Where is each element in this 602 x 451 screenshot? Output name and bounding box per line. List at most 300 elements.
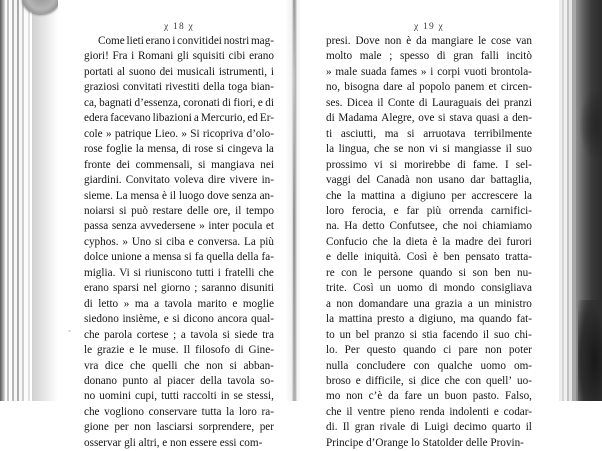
word: si [222, 328, 230, 341]
text-line [84, 173, 274, 188]
word: si [408, 374, 417, 387]
word: filosofo [195, 344, 230, 357]
word: al [117, 65, 126, 78]
word: rivestiti [165, 81, 200, 94]
word: la [226, 405, 235, 418]
word: I [505, 158, 509, 171]
word: mangiava [211, 158, 255, 171]
word: vogliono [104, 405, 144, 418]
word: a [400, 189, 406, 202]
word: per [114, 421, 129, 434]
word: quelli [152, 359, 178, 372]
word: che [84, 405, 100, 418]
word: vivere [229, 174, 258, 187]
text-line [326, 405, 532, 420]
word: cupi, [134, 390, 158, 403]
binding-page-edges [5, 0, 33, 401]
word: dove [207, 189, 229, 202]
word: che [326, 405, 342, 418]
word: indolenti [449, 405, 490, 418]
word: convitati [122, 81, 163, 94]
word: abban- [243, 359, 274, 372]
text-line [84, 127, 274, 142]
word: quarto [491, 421, 521, 434]
word: saranno [201, 282, 237, 295]
word: fame. [472, 158, 499, 171]
word: ventre [357, 405, 386, 418]
word: loro [238, 405, 257, 418]
word: iniquità. [364, 251, 402, 264]
word: Er- [259, 112, 274, 125]
word: usano [438, 174, 465, 187]
word: nel [143, 282, 157, 295]
word: a [409, 313, 415, 326]
word: falli [480, 50, 499, 63]
word: a [144, 251, 150, 264]
word: nostri [223, 35, 250, 47]
word: i [430, 65, 434, 78]
word: ma [134, 297, 149, 310]
word: e [355, 374, 361, 387]
word: Lauraguais [431, 96, 482, 109]
word: circen- [500, 81, 532, 94]
word: na. [326, 220, 340, 233]
word: cyphos. [84, 235, 119, 248]
word: il [169, 189, 176, 202]
word: raccolti [183, 390, 217, 403]
word: punto [122, 374, 148, 387]
word: dei [487, 235, 502, 248]
word: rose [84, 143, 103, 156]
word: il [505, 143, 512, 156]
word: si [458, 266, 467, 279]
word: si [216, 143, 225, 156]
word: muse. [152, 344, 179, 357]
text-line [326, 189, 532, 204]
word: ses. [326, 96, 343, 109]
word: di [410, 421, 420, 434]
word: di [84, 297, 93, 310]
word: ; [389, 50, 393, 63]
word: se [233, 390, 243, 403]
word: suada [361, 65, 387, 78]
word: e [493, 405, 499, 418]
word: unione [111, 251, 142, 264]
word: Dicea [346, 96, 373, 109]
word: portati [84, 65, 114, 78]
word: giardini. [84, 174, 122, 187]
word: si [389, 158, 398, 171]
word: ben [443, 251, 460, 264]
word: di [428, 282, 438, 295]
word: Così [406, 251, 428, 264]
word: un [339, 328, 351, 341]
word: il [346, 405, 353, 418]
word: dicono [183, 313, 214, 326]
word: prossimo [326, 158, 368, 171]
word: quella [206, 251, 234, 264]
word: vuoti [464, 65, 488, 78]
word: vra [84, 359, 99, 372]
word: detto [362, 220, 385, 233]
paper-speck [420, 383, 424, 386]
word: difficile, [365, 374, 404, 387]
word: può [131, 204, 148, 217]
word: Falso, [504, 390, 532, 403]
word: ove [418, 112, 435, 125]
word: fare [404, 390, 422, 403]
text-line [326, 359, 532, 374]
word: miglia. [84, 266, 116, 279]
word: Confutsee, [389, 220, 438, 233]
word: concludere [356, 359, 406, 372]
word: la [523, 189, 532, 202]
word: questo [366, 344, 396, 357]
word: una [413, 297, 430, 310]
word: fat- [516, 313, 532, 326]
word: son [472, 266, 489, 279]
center-gutter-line [293, 0, 295, 401]
word: con [341, 266, 358, 279]
word: d’essenza, [134, 96, 181, 109]
text-line [326, 250, 532, 265]
text-line [326, 127, 532, 142]
text-line [326, 420, 532, 435]
word: stessi, [246, 390, 274, 403]
word: la [135, 143, 144, 156]
word: lasciarsi [156, 421, 194, 434]
word: si [229, 359, 237, 372]
word: d’olo- [246, 127, 274, 140]
text-line [84, 65, 274, 80]
word: con [413, 359, 430, 372]
word: si [119, 204, 127, 217]
word: et [488, 81, 497, 94]
word: si [407, 127, 415, 140]
word: » [326, 65, 332, 78]
word: battaglia, [490, 174, 532, 187]
word: sieme. [84, 189, 113, 202]
word: convitidei [177, 35, 222, 47]
word: insième, [122, 313, 161, 326]
text-line [326, 204, 532, 219]
word: il [377, 96, 384, 109]
word: lingua, [338, 143, 370, 156]
word: Convitato [125, 174, 170, 187]
word: pasto. [472, 390, 500, 403]
word: Per [344, 344, 360, 357]
word: parola [104, 328, 133, 341]
word: morirebbe [404, 158, 451, 171]
word: si [409, 328, 418, 341]
text-line [84, 297, 274, 312]
word: e [232, 297, 238, 310]
word: la [326, 313, 335, 326]
word: consigliava [481, 282, 532, 295]
text-line [326, 297, 532, 312]
word: chi- [514, 328, 532, 341]
word: si [172, 313, 180, 326]
word: fames [390, 65, 418, 78]
word: per [259, 421, 274, 434]
text-line [326, 281, 532, 296]
word: dire [207, 174, 226, 187]
word: tutti [161, 390, 180, 403]
word: bagnati [99, 96, 133, 109]
text-line [84, 49, 274, 64]
word: dolce [84, 251, 109, 264]
word: Così [353, 282, 374, 295]
word: della [236, 251, 259, 264]
word: tempo [245, 204, 274, 217]
word: incitò [506, 50, 532, 63]
word: Madama [338, 112, 378, 125]
word: ; [194, 282, 198, 295]
word: non [346, 390, 363, 403]
word: bel [355, 328, 370, 341]
word: ricopriva [202, 127, 244, 140]
word: conservare [148, 405, 198, 418]
word: è [432, 251, 438, 264]
left-page [58, 0, 290, 449]
word: dice [420, 374, 440, 387]
text-line [84, 111, 274, 126]
word: graziosi [84, 81, 120, 94]
word: Fra [112, 50, 128, 63]
word: da [388, 390, 399, 403]
word: Romani [137, 50, 174, 63]
word: » [420, 65, 427, 78]
word: di [418, 96, 428, 109]
word: » [199, 220, 205, 233]
word: tavola [227, 374, 255, 387]
word: di [182, 143, 191, 156]
word: uomini [99, 390, 131, 403]
text-line [326, 374, 532, 389]
word: un [379, 282, 391, 295]
word: trite. [326, 282, 347, 295]
word: ancora [217, 313, 248, 326]
text-line [84, 343, 274, 358]
word: marito [197, 297, 227, 310]
word: delle [336, 251, 359, 264]
word: stava [449, 112, 473, 125]
text-line [84, 34, 274, 49]
word: molto [326, 50, 353, 63]
word: mo [326, 390, 341, 403]
word: qualche [437, 359, 473, 372]
text-line [84, 359, 274, 374]
word: patrique [114, 127, 152, 140]
word: Alegre, [381, 112, 415, 125]
word: dei [486, 96, 500, 109]
word: persone [378, 266, 413, 279]
word: di [234, 344, 244, 357]
word: non [415, 174, 433, 187]
word: a [467, 297, 473, 310]
text-line [84, 389, 274, 404]
text-line [326, 80, 532, 95]
word: che [184, 359, 200, 372]
word: Uno [131, 235, 152, 248]
word: a [193, 112, 199, 125]
text-line [84, 266, 274, 281]
word: an- [259, 189, 274, 202]
word: cortese [136, 328, 169, 341]
word: orrenda [448, 204, 484, 217]
word: brontola- [490, 65, 532, 78]
word: gli [177, 50, 189, 63]
text-line [326, 266, 532, 281]
word: ma [460, 313, 475, 326]
word: di [457, 158, 466, 171]
word: nei [260, 158, 274, 171]
word: in [220, 390, 230, 403]
text-line [326, 343, 532, 358]
word: a [503, 112, 509, 125]
word: » [181, 127, 187, 140]
word: fa [194, 251, 204, 264]
word: tratta- [505, 251, 532, 264]
word: lieti [126, 35, 144, 47]
word: moglie [242, 297, 274, 310]
word: suono [128, 65, 156, 78]
word: to [326, 328, 335, 341]
word: tra [262, 328, 274, 341]
word: digiuno, [418, 313, 456, 326]
word: ca, [84, 96, 97, 109]
word: libazioni [152, 112, 192, 125]
word: un [427, 390, 439, 403]
word: ferocia, [351, 204, 386, 217]
word: fronte [84, 158, 111, 171]
word: ra- [261, 405, 274, 418]
word: erano [145, 35, 171, 47]
word: cole [84, 127, 103, 140]
word: a [326, 297, 331, 310]
word: voleva [174, 174, 204, 187]
word: mangiare [431, 35, 474, 47]
text-line [84, 250, 274, 265]
word: più [259, 235, 274, 248]
word: in- [261, 174, 274, 187]
word: le [478, 35, 487, 47]
word: uomo [397, 282, 423, 295]
word: è [432, 235, 438, 248]
word: non [336, 297, 354, 310]
word: i [172, 35, 176, 47]
word: donano [84, 374, 117, 387]
text-line: osservar gli altri, e non essere essi com- [84, 436, 263, 449]
text-line [84, 281, 274, 296]
text-line [326, 111, 532, 126]
word: om- [513, 359, 532, 372]
left-page-text-block [84, 20, 274, 451]
word: il [235, 204, 242, 217]
word: fiori, [233, 96, 256, 109]
word: squisiti [192, 50, 225, 63]
word: ministro [494, 297, 532, 310]
word: musicali [177, 65, 215, 78]
word: piacer [167, 374, 195, 387]
word: digiuno [411, 189, 446, 202]
word: buon [444, 390, 467, 403]
word: presto [377, 313, 405, 326]
text-line [326, 173, 532, 188]
word: i [270, 65, 274, 78]
word: giorno [160, 282, 191, 295]
word: si [198, 158, 206, 171]
right-page-text-block [326, 20, 532, 451]
word: letto [98, 297, 119, 310]
word: no, [326, 81, 340, 94]
word: con [464, 374, 482, 387]
word: senza [231, 189, 257, 202]
word: mensa [152, 251, 182, 264]
word: stia [422, 328, 438, 341]
word: popolo [419, 81, 451, 94]
word: i [131, 50, 135, 63]
word: loro [326, 204, 345, 217]
word: quando [478, 313, 512, 326]
word: » [105, 127, 112, 140]
text-line [326, 312, 532, 327]
right-page-lines [326, 34, 532, 451]
word: e [326, 251, 331, 264]
word: che [442, 220, 459, 233]
word: mattina [338, 313, 373, 326]
word: il [482, 328, 490, 341]
text-line [326, 158, 532, 173]
word: ore, [213, 204, 231, 217]
word: tavola [190, 328, 218, 341]
text-line [326, 235, 532, 250]
word: mag- [250, 35, 274, 47]
word: far [406, 204, 419, 217]
text-line [84, 158, 274, 173]
word: le [363, 266, 372, 279]
word: non [484, 344, 502, 357]
word: al [153, 374, 162, 387]
word: renda [419, 405, 445, 418]
word: terribilmente [474, 127, 532, 140]
word: si [154, 235, 163, 248]
word: un [478, 297, 490, 310]
word: che [444, 374, 461, 387]
word: quando [403, 344, 437, 357]
gutter-fade [32, 0, 58, 401]
word: ciba [166, 235, 185, 248]
word: dei [116, 158, 130, 171]
word: che [372, 235, 389, 248]
word: erano [249, 50, 274, 63]
word: ben [494, 266, 511, 279]
word: Confucio [326, 235, 368, 248]
right-page [300, 0, 558, 449]
word: senza [111, 220, 137, 233]
word: si [184, 251, 192, 264]
word: mondo [443, 282, 475, 295]
right-page-folio: χ 19 χ [414, 22, 444, 32]
word: codar- [503, 405, 532, 418]
text-line [84, 189, 274, 204]
word: Ha [344, 220, 358, 233]
text-line [84, 328, 274, 343]
word: è [406, 35, 412, 47]
word: den- [512, 112, 532, 125]
text-line [84, 80, 274, 95]
word: bian- [250, 81, 274, 94]
